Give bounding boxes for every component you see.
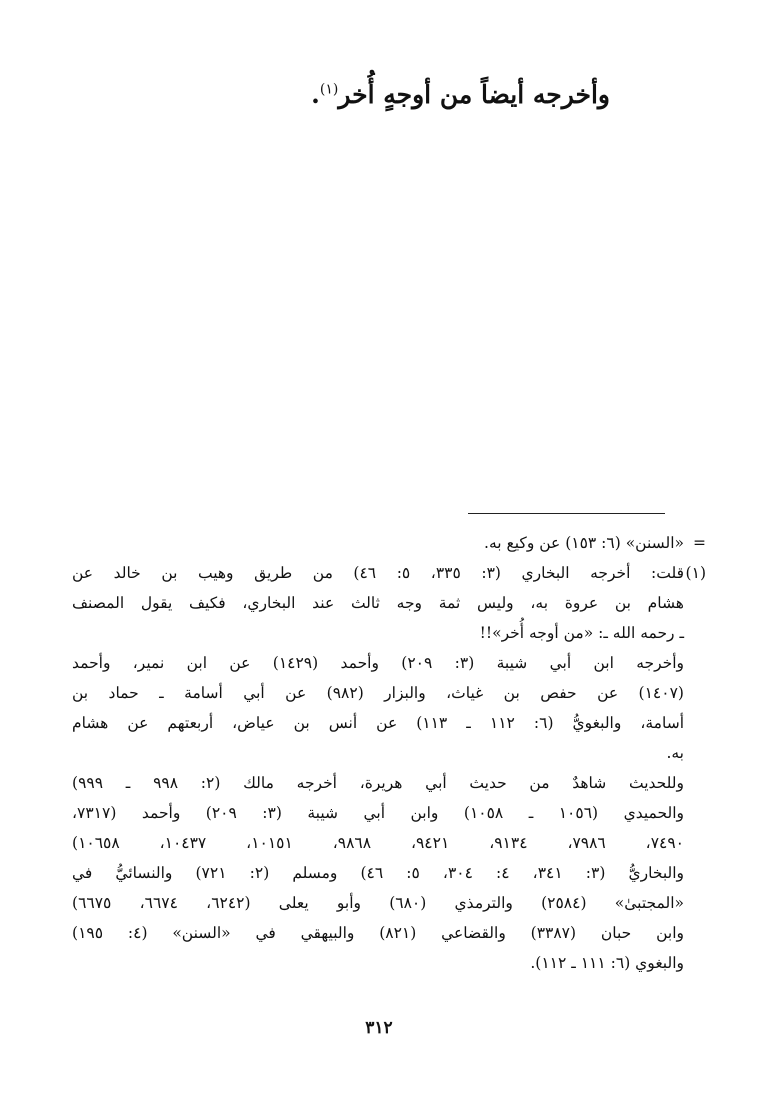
footnote-line: والحميدي (١٠٥٦ ـ ١٠٥٨) وابن أبي شيبة (٣: ٢٠٩) وأحمد (٧٣١٧، <box>72 804 684 822</box>
footnote-line: وابن حبان (٣٣٨٧) والقضاعي (٨٢١) والبيهقي في «السنن» (٤: ١٩٥) <box>72 924 684 942</box>
main-text-line <box>311 80 610 109</box>
footnote-line: والبغوي (٦: ١١١ ـ ١١٢). <box>530 954 684 972</box>
footnote-line: (١) قلت: أخرجه البخاري (٣: ٣٣٥، ٥: ٤٦) من طريق وهيب بن خالد عن <box>72 558 684 588</box>
footnote-line: ـ رحمه الله ـ: «من أوجه أُخر»!! <box>479 624 684 642</box>
main-text: وأخرجه أيضاً من أوجهٍ أُخر <box>338 80 610 109</box>
footnote-line: هشام بن عروة به، وليس ثمة وجه ثالث عند البخاري، فكيف يقول المصنف <box>72 594 684 612</box>
footnote-reference: (١) <box>319 81 339 98</box>
footnote-line: = «السنن» (٦: ١٥٣) عن وكيع به. <box>72 528 684 558</box>
footnote-separator <box>468 513 665 514</box>
footnote-line: وأخرجه ابن أبي شيبة (٣: ٢٠٩) وأحمد (١٤٢٩) عن ابن نمير، وأحمد <box>72 654 685 672</box>
footnote-line: وللحديث شاهدٌ من حديث أبي هريرة، أخرجه مالك (٢: ٩٩٨ ـ ٩٩٩) <box>72 774 684 792</box>
continuation-marker: = <box>693 534 706 552</box>
footnote-line: به. <box>666 744 684 762</box>
footnote-line: ٧٤٩٠، ٧٩٨٦، ٩١٣٤، ٩٤٢١، ٩٨٦٨، ١٠١٥١، ١٠٤٣٧، ١٠٦٥٨) <box>72 834 684 852</box>
footnotes <box>72 528 706 978</box>
footnote-marker: (١) <box>685 564 706 582</box>
page-number: ٣١٢ <box>365 1018 393 1038</box>
footnote-line: والبخاريُّ (٣: ٣٤١، ٤: ٣٠٤، ٥: ٤٦) ومسلم (٢: ٧٢١) والنسائيُّ في <box>72 864 685 882</box>
main-text-end: . <box>311 80 320 109</box>
footnote-line: (١٤٠٧) عن حفص بن غياث، والبزار (٩٨٢) عن أبي أسامة ـ حماد بن <box>72 684 684 702</box>
footnote-line: أسامة، والبغويُّ (٦: ١١٢ ـ ١١٣) عن أنس بن عياض، أربعتهم عن هشام <box>72 714 684 732</box>
footnote-line: «المجتبىٰ» (٢٥٨٤) والترمذي (٦٨٠) وأبو يعلى (٦٢٤٢، ٦٦٧٤، ٦٦٧٥) <box>72 894 684 912</box>
